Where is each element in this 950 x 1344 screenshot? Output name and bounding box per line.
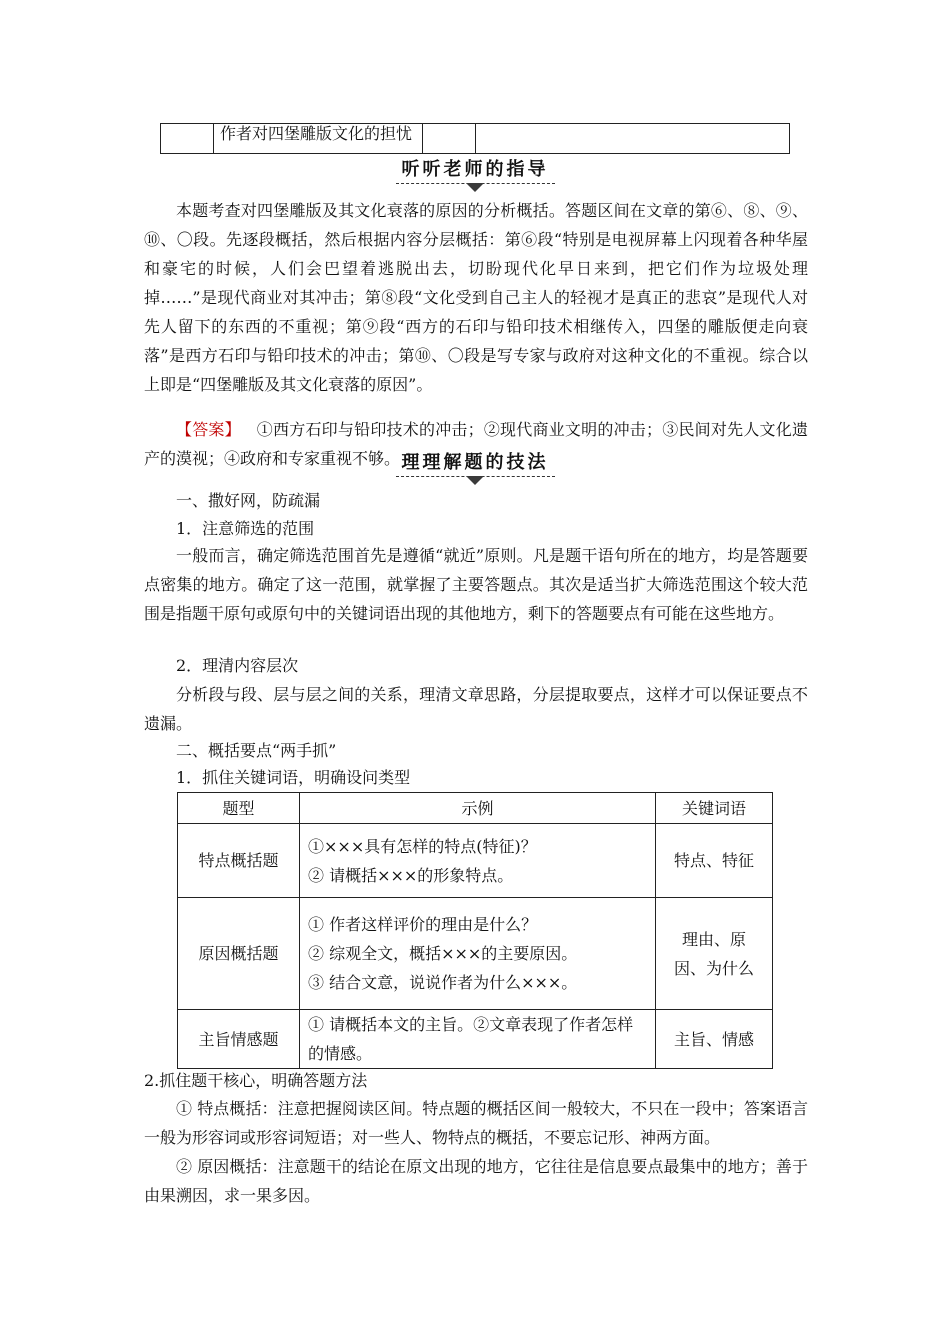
paragraph-feature-summary: ① 特点概括：注意把握阅读区间。特点题的概括区间一般较大，不只在一段中；答案语言一般为形容词或形容词短语；对一些人、物特点的概括，不要忘记形、神两方面。: [144, 1099, 808, 1147]
section-heading-methods: [0, 450, 950, 477]
example-line: ① 作者这样评价的理由是什么？: [308, 915, 538, 934]
top-table-cell-empty: [476, 124, 790, 154]
triangle-down-icon: [466, 476, 484, 485]
answer-tag: 【答案】: [176, 420, 241, 439]
top-table-cell-empty: [423, 124, 476, 154]
section-heading-label: 听听老师的指导: [396, 157, 555, 184]
heading-level2: 1．抓住关键词语，明确设问类型: [176, 768, 411, 787]
triangle-down-icon: [466, 183, 484, 192]
table-cell-examples: [300, 898, 656, 1010]
heading-level1: 二、概括要点“两手抓”: [176, 741, 337, 760]
table-cell-type: 原因概括题: [178, 898, 300, 1010]
heading-level2: 1．注意筛选的范围: [176, 519, 315, 538]
table-cell-examples: [300, 1010, 656, 1069]
section-heading-guidance: [0, 157, 950, 184]
example-line: ③ 结合文意，说说作者为什么×××。: [308, 973, 578, 992]
paragraph-scope: 一般而言，确定筛选范围首先是遵循“就近”原则。凡是题干语句所在的地方，均是答题要点密集的地方。确定了这一范围，就掌握了主要答题点。其次是适当扩大筛选范围这个较大范围是指题干原句或原句中的关键词语出现的其他地方，剩下的答题要点有可能在这些地方。: [144, 546, 808, 623]
table-cell-keywords: 主旨、情感: [656, 1010, 773, 1069]
section-heading-label: 理理解题的技法: [396, 450, 555, 477]
table-cell-type: 特点概括题: [178, 824, 300, 898]
table-header-cell: 题型: [178, 793, 300, 824]
heading-level2: 2．理清内容层次: [176, 656, 299, 675]
heading-level2: 2.抓住题干核心，明确答题方法: [144, 1071, 368, 1090]
table-header-row: [178, 793, 773, 824]
heading-level1: 一、撒好网，防疏漏: [176, 491, 321, 510]
example-line: ② 综观全文，概括×××的主要原因。: [308, 944, 578, 963]
top-table-cell-empty: [161, 124, 214, 154]
table-cell-type: 主旨情感题: [178, 1010, 300, 1069]
answer-text: ①西方石印与铅印技术的冲击；②现代商业文明的冲击；③民间对先人文化遗产的漠视；④政府和专家重视不够。: [144, 420, 808, 468]
question-type-table: [177, 792, 773, 1069]
table-cell-keywords: 特点、特征: [656, 824, 773, 898]
table-cell-examples: [300, 824, 656, 898]
analysis-paragraph: 本题考查对四堡雕版及其文化衰落的原因的分析概括。答题区间在文章的第⑥、⑧、⑨、⑩、〇段。先逐段概括，然后根据内容分层概括：第⑥段“特别是电视屏幕上闪现着各种华屋和豪宅的时候，人们会巴望着逃脱出去，切盼现代化早日来到，把它们作为垃圾处理掉……”是现代商业对其冲击；第⑧段“文化受到自己主人的轻视才是真正的悲哀”是现代人对先人留下的东西的不重视；第⑨段“西方的石印与铅印技术相继传入，四堡的雕版便走向衰落”是西方石印与铅印技术的冲击；第⑩、〇段是写专家与政府对这种文化的不重视。综合以上即是“四堡雕版及其文化衰落的原因”。: [144, 201, 808, 394]
paragraph-cause-summary: ② 原因概括：注意题干的结论在原文出现的地方，它往往是信息要点最集中的地方；善于由果溯因，求一果多因。: [144, 1157, 808, 1205]
example-line: ② 请概括×××的形象特点。: [308, 865, 514, 885]
paragraph-levels: 分析段与段、层与层之间的关系，理清文章思路，分层提取要点，这样才可以保证要点不遗漏。: [144, 685, 808, 733]
top-table-cell-text: 作者对四堡雕版文化的担忧: [214, 124, 423, 154]
table-header-cell: 关键词语: [656, 793, 773, 824]
table-header-cell: 示例: [300, 793, 656, 824]
top-table-remnant: [160, 123, 790, 154]
table-row: [178, 1010, 773, 1069]
table-cell-keywords: 理由、原因、为什么: [656, 898, 773, 1010]
table-row: [178, 898, 773, 1010]
table-row: [178, 824, 773, 898]
example-line: ① 请概括本文的主旨。②文章表现了作者怎样的情感。: [308, 1015, 634, 1063]
example-line: ①×××具有怎样的特点(特征)？: [308, 836, 537, 856]
